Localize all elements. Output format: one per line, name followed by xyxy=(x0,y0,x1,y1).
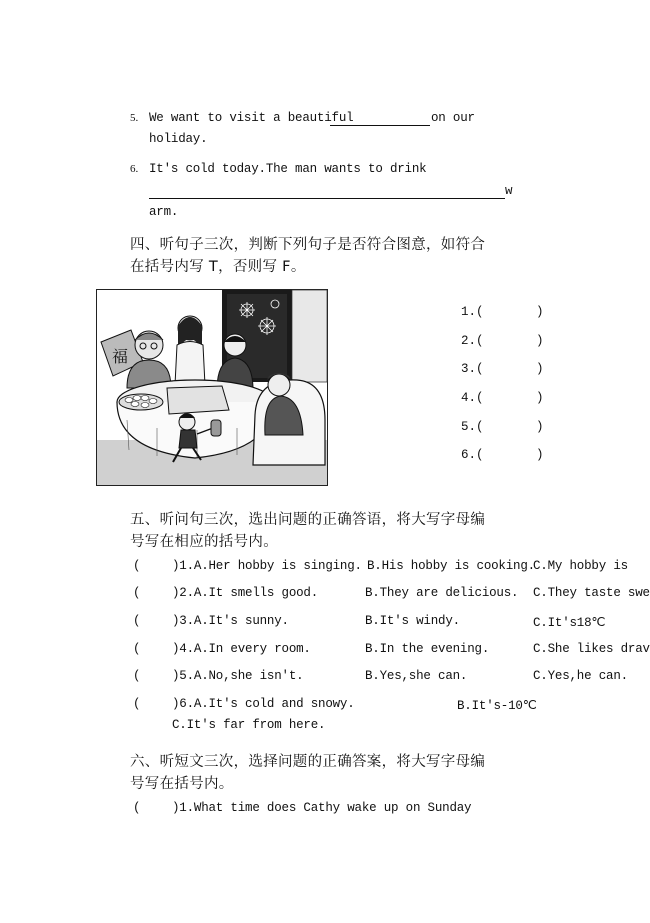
answer-paren-open: ( xyxy=(133,614,141,628)
option-b: B.Yes,she can. xyxy=(365,669,468,683)
family-dinner-illustration xyxy=(96,289,328,486)
answer-paren-open: ( xyxy=(133,642,141,656)
option-c: C.My hobby is xyxy=(533,559,628,573)
item-text: We want to visit a beautiful xyxy=(149,111,354,125)
question-option-a: )6.A.It's cold and snowy. xyxy=(172,697,355,711)
option-b: B.His hobby is cooking. xyxy=(367,559,535,573)
answer-paren-open: ( xyxy=(133,697,141,711)
answer-paren-close: ) xyxy=(536,448,544,462)
option-b: B.In the evening. xyxy=(365,642,490,656)
item-text: holiday. xyxy=(149,132,208,146)
svg-text:福: 福 xyxy=(112,347,129,366)
option-c: C.They taste swe xyxy=(533,586,650,600)
section-heading: 号写在括号内。 xyxy=(130,776,234,792)
section-heading: 号写在相应的括号内。 xyxy=(130,534,278,550)
option-b: B.It's windy. xyxy=(365,614,460,628)
option-b: B.It's-10℃ xyxy=(457,699,537,713)
item-number: 6. xyxy=(130,163,139,175)
section-heading: 四、听句子三次，判断下列句子是否符合图意，如符合 xyxy=(130,237,486,253)
option-c: C.Yes,he can. xyxy=(533,669,628,683)
answer-paren: 4.( xyxy=(461,391,484,405)
option-c: C.It's far from here. xyxy=(172,718,326,732)
item-number: 5. xyxy=(130,112,139,124)
question-option-a: )2.A.It smells good. xyxy=(172,586,319,600)
section-heading: 五、听问句三次，选出问题的正确答语，将大写字母编 xyxy=(130,512,486,528)
answer-paren: 3.( xyxy=(461,362,484,376)
section-heading: 六、听短文三次，选择问题的正确答案，将大写字母编 xyxy=(130,754,486,770)
answer-paren-close: ) xyxy=(536,420,544,434)
answer-paren: 5.( xyxy=(461,420,484,434)
answer-blank[interactable] xyxy=(149,198,505,199)
item-text: arm. xyxy=(149,205,179,219)
answer-paren-close: ) xyxy=(536,391,544,405)
answer-paren-open: ( xyxy=(133,586,141,600)
answer-paren-open: ( xyxy=(133,669,141,683)
question-option-a: )4.A.In every room. xyxy=(172,642,311,656)
item-text: It's cold today.The man wants to drink xyxy=(149,162,427,176)
answer-paren-open: ( xyxy=(133,801,141,815)
answer-paren: 2.( xyxy=(461,334,484,348)
question-option-a: )5.A.No,she isn't. xyxy=(172,669,304,683)
answer-blank[interactable] xyxy=(330,125,430,126)
option-c: C.It's18℃ xyxy=(533,616,606,630)
question-option-a: )3.A.It's sunny. xyxy=(172,614,289,628)
answer-paren-close: ) xyxy=(536,334,544,348)
answer-paren: 1.( xyxy=(461,305,484,319)
item-text: w xyxy=(505,184,513,198)
question-option-a: )1.A.Her hobby is singing. xyxy=(172,559,362,573)
question-text: )1.What time does Cathy wake up on Sunday xyxy=(172,801,472,815)
answer-paren-close: ) xyxy=(536,305,544,319)
answer-paren-open: ( xyxy=(133,559,141,573)
option-c: C.She likes drav xyxy=(533,642,650,656)
section-heading: 在括号内写 T，否则写 F。 xyxy=(130,259,306,275)
answer-paren: 6.( xyxy=(461,448,484,462)
item-text: on our xyxy=(431,111,475,125)
answer-paren-close: ) xyxy=(536,362,544,376)
option-b: B.They are delicious. xyxy=(365,586,519,600)
